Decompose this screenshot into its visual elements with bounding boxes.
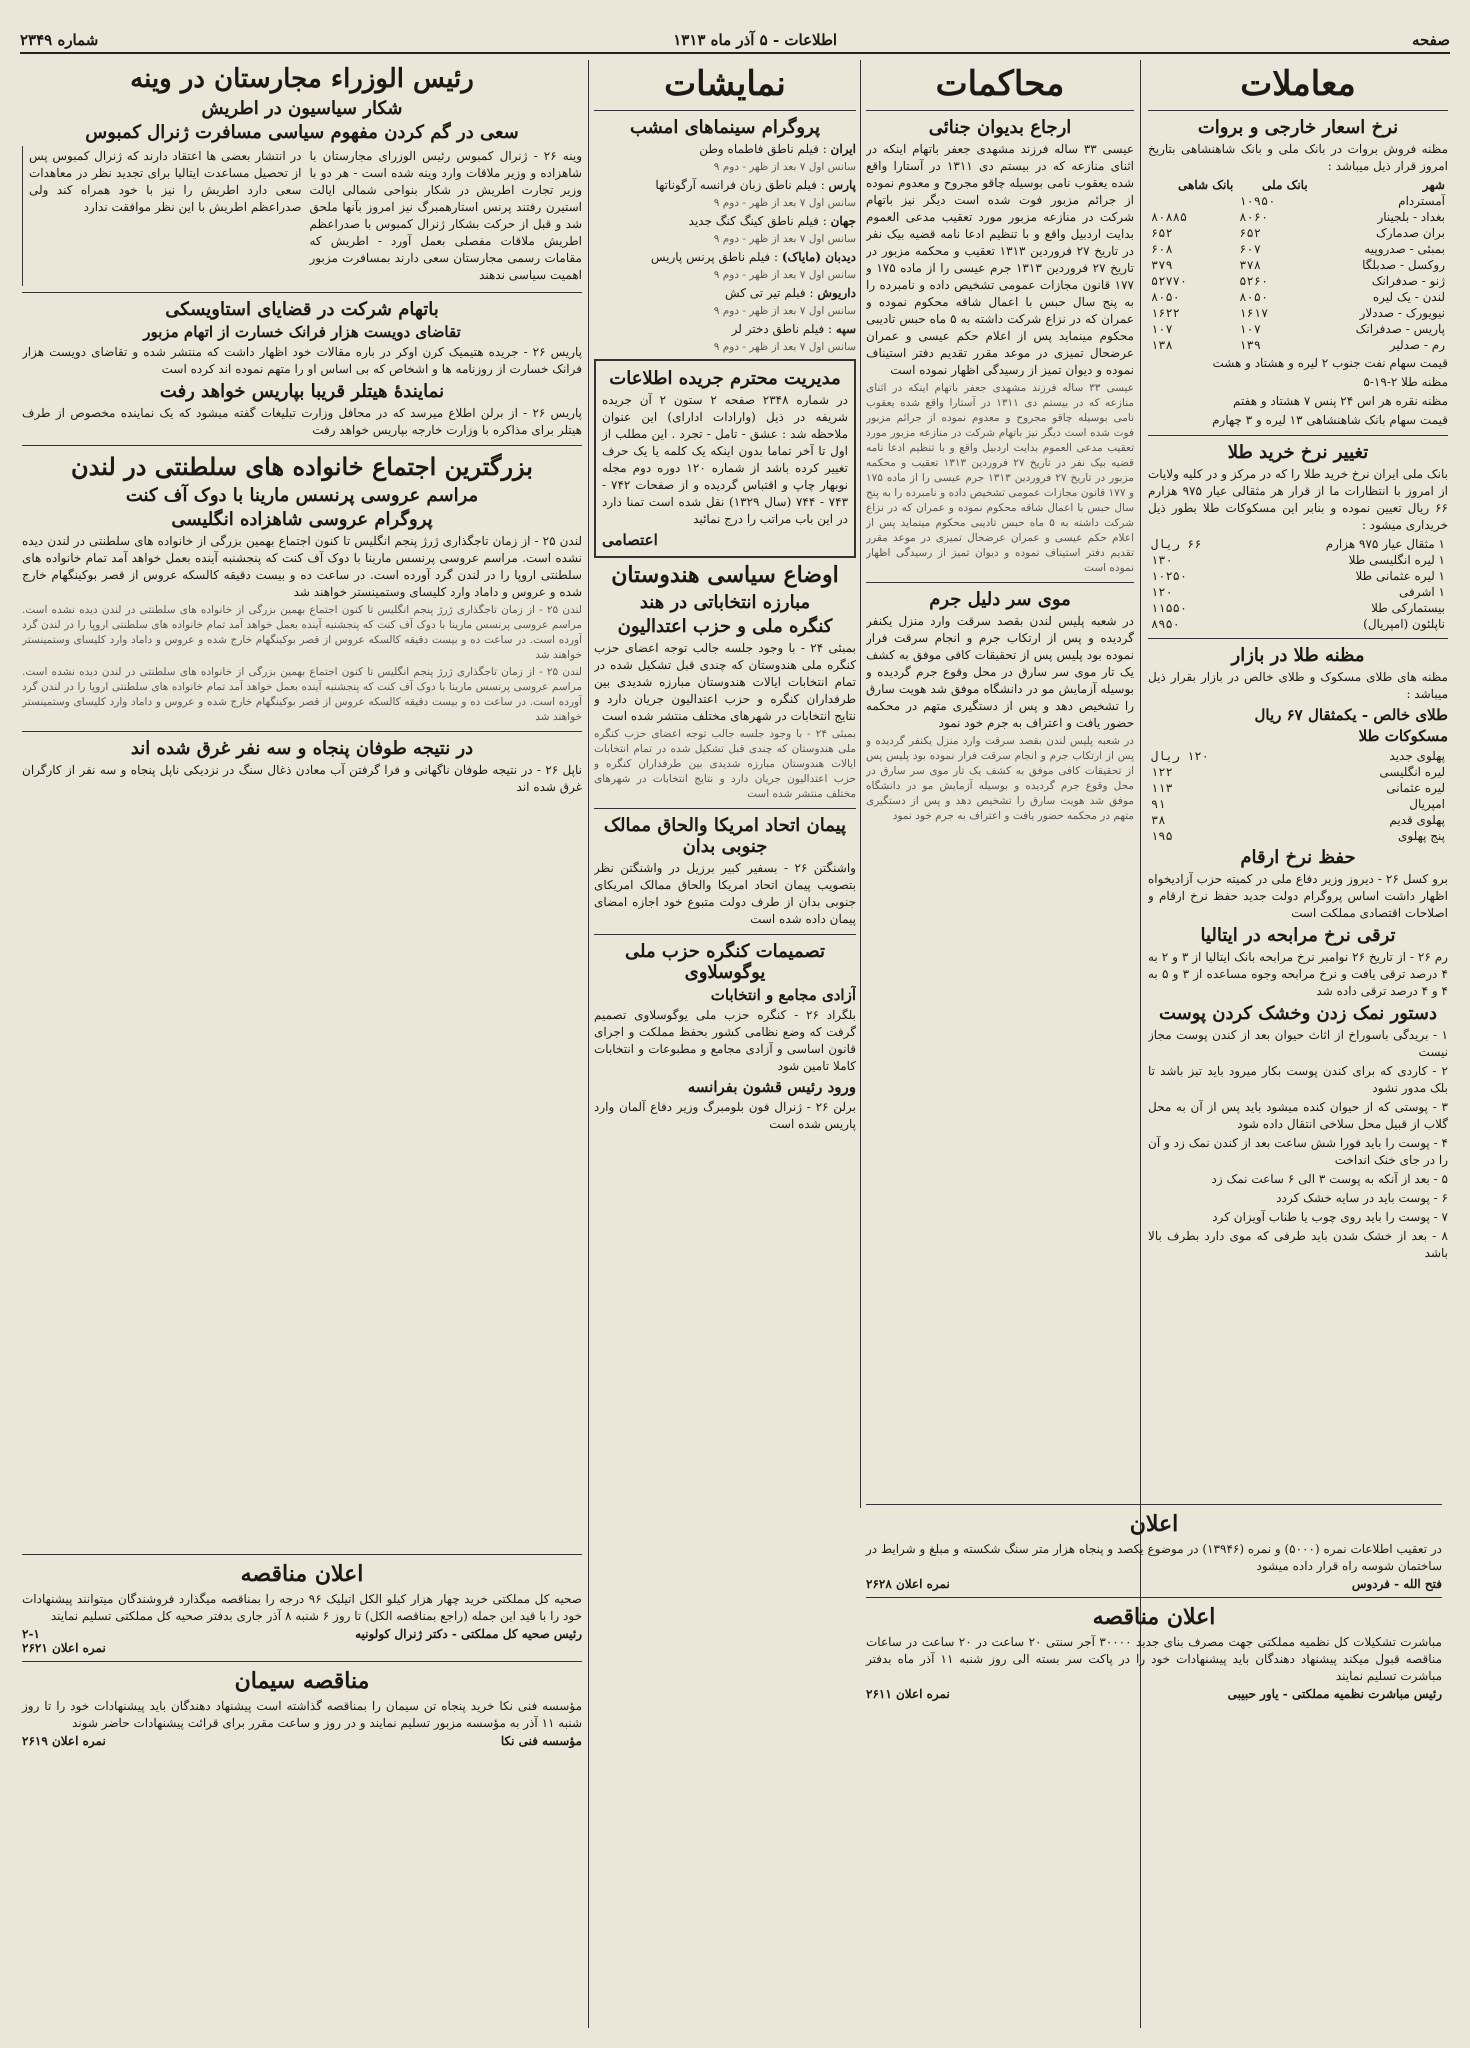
coins-title: مسکوکات طلا <box>1358 727 1448 745</box>
bazaar-gold: طلای خالص - یکمثقال ۶۷ ریال <box>1254 706 1448 724</box>
mgmt-title: مدیریت محترم جریده اطلاعات <box>609 368 841 389</box>
section-title: معاملات <box>1240 64 1356 104</box>
tender-text: مباشرت تشکیلات کل نظمیه مملکتی جهت مصرف بنای جدید ۳۰۰۰۰ آجر سنتی ۲۰ ساعت در ۲۰ ساعت در ساعات مناقصه قبول میکند پیشنهاد دهندگان باید پیشنهادات خود را در پاکت سر بسته الی روز شنبه ۱۱ آذر ماه بدفتر مباشرت تسلیم نمایند <box>866 1635 1442 1683</box>
ads-left: اعلان مناقصه صحیه کل مملکتی خرید چهار هزار کیلو الکل اتیلیک ۹۶ درجه را بمناقصه میگذارد فروشندگان میتوانند پیشنهادات خود را با قید این جمله (راجع بمناقصه الکل) تا روز ۶ شنبه ۸ آذر جاری بدفتر صحیه کل مملکتی تسلیم نمایند رئیس صحیه کل مملکتی - دکتر ژنرال کولونیه ۲-۱ نمره اعلان ۲۶۲۱ مناقصه سیمان مؤسسه فنی نکا خرید پنجاه تن سیمان را بمناقصه گذاشته است پیشنهاد دهندگان باید پیشنهادات خود را تا روز شنبه ۱۱ آذر به مؤسسه مزبور تسلیم نمایند و در روز و ساعت مقرر برای قرائت پیشنهادات حاضر شوند مؤسسه فنی نکا نمره اعلان ۲۶۱۹ <box>22 1548 582 1748</box>
column-trials <box>866 60 1134 1488</box>
ad-signature: فتح الله - فردوس نمره اعلان ۲۶۲۸ <box>866 1577 1442 1591</box>
charge-text: پاریس ۲۶ - جریده هتیمیک کرن اوکر در باره مقالات خود اظهار داشت که منتشر شده و تقاضای دویست هزار فرانک خسارت از روزنامه ها و اشخاص که بی اساس او را متهم نموده اند کرده است <box>22 345 582 376</box>
royal-sub2: پروگرام عروسی شاهزاده انگلیسی <box>171 509 433 530</box>
table-row: آمستردام ۱۰۹۵۰ <box>1239 194 1445 208</box>
italy-text: رم ۲۶ - از تاریخ ۲۶ نوامبر نرخ مرابحه بانک ایتالیا از ۳ و ۲ به ۴ درصد ترقی یافت و نرخ مرابحه وجوه مساعده از ۳ و ۵ به ۴ و ۴ درصد ترقی داده شد <box>1148 950 1448 998</box>
hafz-text: برو کسل ۲۶ - دیروز وزیر دفاع ملی در کمیته حزب آزادیخواه اظهار داشت اساس پروگرام دولت جدید حفظ نرخ ارقام و اصلاحات اقتصادی مملکت است <box>1148 872 1448 920</box>
news-text: در انتشار بعضی ها اعتقاد دارند که ژنرال کمبوس پس از تحصیل مساعدت ایتالیا برای تجدید نظر در معاهدات سعی دارد اطریش را نیز با خود همراه کند ولی صدراعظم اطریش با این نظر موافقت ندارد <box>29 149 302 214</box>
list-item: داریوش : فیلم تیر تی کش <box>724 286 856 300</box>
gold-title: تغییر نرخ خرید طلا <box>1227 442 1369 463</box>
cinema-list: ایران : فیلم ناطق فاطماه وطن سانس اول ۷ بعد از ظهر - دوم ۹ پارس : فیلم ناطق زبان فرانسه آرگوناتها سانس اول ۷ بعد از ظهر - دوم ۹ جهان : فیلم ناطق کینگ کنگ جدید سانس اول ۷ بعد از ظهر - دوم ۹ دیدبان (مایاک) : فیلم ناطق پرنس پاریس سانس اول ۷ بعد از ظهر - دوم ۹ داریوش : فیلم تیر تی کش سانس اول ۷ بعد از ظهر - دوم ۹ سپه : فیلم ناطق دختر لر سانس اول ۷ بعد از ظهر - دوم ۹ <box>594 141 856 355</box>
column-transactions <box>1148 60 1448 2028</box>
header-date: اطلاعات - ۵ آذر ماه ۱۳۱۳ <box>673 31 838 49</box>
table-row: ۱ مثقال عیار ۹۷۵ هزارم ۶۶ ریال <box>1151 537 1445 551</box>
yugo-sub: آزادی مجامع و انتخابات <box>710 986 856 1004</box>
coins-table <box>1148 748 1448 844</box>
bazaar-title: مظنه طلا در بازار <box>1231 645 1365 666</box>
hair-text: در شعبه پلیس لندن بقصد سرقت وارد منزل یکنفر گردیده و پس از ارتکاب جرم و انجام سرقت فرار نموده بود پلیس پس از تحقیقات کافی موفق به کشف یک تار موی سر سارق در محل وقوع جرم گردیده و بوسیله آزمایش مو در دانشگاه موفق شد هویت سارق را تشخیص دهد و پس از دستگیری متهم در محکمه حضور یافت و اعتراف به جرم خود نمود <box>866 614 1134 730</box>
hair-text-continued: در شعبه پلیس لندن بقصد سرقت وارد منزل یکنفر گردیده و پس از ارتکاب جرم و انجام سرقت فرار نموده بود پلیس پس از تحقیقات کافی موفق به کشف یک تار موی سر سارق در محل وقوع جرم گردیده و بوسیله آزمایش مو در دانشگاه موفق شد هویت سارق را تشخیص دهد و پس از دستگیری متهم در محکمه حضور یافت و اعتراف به جرم خود نمود <box>866 735 1134 822</box>
list-item: ۵ - بعد از آنکه به پوست ۳ الی ۶ ساعت نمک زد <box>1211 1172 1448 1186</box>
flood-title: در نتیجه طوفان پنجاه و سه نفر غرق شده اند <box>130 738 474 759</box>
royal-text-continued: لندن ۲۵ - از زمان تاجگذاری ژرژ پنجم انگلیس تا کنون اجتماع بهمین بزرگی از خانواده های سلطنتی در لندن دیده نشده است. مراسم عروسی پرنسس مارینا با دوک آف کنت که پنجشنبه آینده بعمل خواهد آمد تمام خانواده های سلطنتی اروپا را در لندن گرد آورده است. در ساعت ده و بیست دقیقه کالسکه عروس از قصر بوکینگهام خارج شده و عروس و داماد وارد کلیسای وستمینستر خواهند شد <box>22 666 582 723</box>
list-item: جهان : فیلم ناطق کینگ کنگ جدید <box>688 214 856 228</box>
tender-title: اعلان مناقصه <box>1092 1604 1216 1630</box>
charge-title: باتهام شرکت در قضایای استاویسکی <box>165 299 439 320</box>
column-news <box>22 60 582 1488</box>
news-two-col <box>22 146 582 286</box>
mgmt-signature: اعتصامی <box>602 531 658 549</box>
note: مظنه طلا ۲-۱۹-۵ <box>1363 375 1448 389</box>
mgmt-text: در شماره ۲۳۴۸ صفحه ۲ ستون ۲ آن جریده شریفه در ذیل (وارادات ادارای) این عنوان ملاحظه شد : عشق - تامل - تجرد . این مطلب از اول تا آخر تماما بدون اینکه یک کلمه یا یک حرف تغییر کرده باشد از شماره ۱۲۰ دوره دوم مجله نوبهار چاپ و اقتباس گردیده و از صفحات ۷۴۲ - ۷۴۳ - ۷۴۴ (سال ۱۳۲۹) نقل شده است تمنا دارد در این باب مراتب را درج نمائید <box>602 393 849 526</box>
rates-intro: مظنه فروش بروات در بانک ملی و بانک شاهنشاهی بتاریخ امروز قرار ذیل میباشد : <box>1148 142 1448 173</box>
table-row: پاریس - صدفرانک ۱۰۷ ۱۰۷ <box>1151 322 1445 336</box>
list-item: ۳ - پوستی که از حیوان کنده میشود باید پس از آن به محل گلاب از قبیل محل سلاخی انتقال داده شود <box>1148 1100 1448 1131</box>
headline-sub2: سعی در گم کردن مفهوم سیاسی مسافرت ژنرال کمبوس <box>85 122 519 143</box>
ad-title: اعلان <box>1129 1511 1179 1537</box>
hitler-title: نمایندهٔ هیتلر قریبا بپاریس خواهد رفت <box>159 381 445 402</box>
table-row: پهلوی قدیم ۳۸ <box>1151 813 1445 827</box>
rates-title: نرخ اسعار خارجی و بروات <box>1197 117 1399 138</box>
india-sub: مبارزه انتخاباتی در هند <box>639 592 811 613</box>
page-header <box>20 28 1450 54</box>
section-title: نمایشات <box>664 64 786 104</box>
header-page-label: صفحه <box>1411 31 1450 49</box>
list-item: ۴ - پوست را باید فورا شش ساعت بعد از کندن نمک زد و آن را در جای خنک انداخت <box>1148 1136 1448 1167</box>
table-row: ناپلئون (امپریال) ۸۹۵۰ <box>1151 617 1445 631</box>
tender-signature: رئیس مباشرت نظمیه مملکتی - یاور حبیبی نمره اعلان ۲۶۱۱ <box>866 1687 1442 1701</box>
india-text: بمبئی ۲۴ - با وجود جلسه جالب توجه اعضای حزب کنگره ملی هندوستان که چندی قبل تشکیل شده در تمام انتخابات ایالات هندوستان مبارزه شدیدی بین طرفداران کنگره و حزب اعتدالیون جریان دارد و نتایج انتخابات در شهرهای مختلف منتشر شده است <box>594 641 856 723</box>
rates-table <box>1148 177 1448 353</box>
table-row: بغداد - بلجینار ۸۰۶۰ ۸۰۸۸۵ <box>1151 210 1445 224</box>
letter-box <box>594 359 856 558</box>
note: قیمت سهام بانک شاهنشاهی ۱۳ لیره و ۳ چهارم <box>1212 413 1448 427</box>
ads-right <box>866 1498 1442 1701</box>
hafz-title: حفظ نرخ ارقام <box>1240 847 1356 868</box>
bazaar-intro: مظنه های طلای مسکوک و طلای خالص در بازار بقرار ذیل میباشد : <box>1148 670 1448 701</box>
royal-text-continued: لندن ۲۵ - از زمان تاجگذاری ژرژ پنجم انگلیس تا کنون اجتماع بهمین بزرگی از خانواده های سلطنتی در لندن دیده نشده است. مراسم عروسی پرنسس مارینا با دوک آف کنت که پنجشنبه آینده بعمل خواهد آمد تمام خانواده های سلطنتی اروپا را در لندن گرد آورده است. در ساعت ده و بیست دقیقه کالسکه عروس از قصر بوکینگهام خارج شده و عروس و داماد وارد کلیسای وستمینستر خواهند شد <box>22 604 582 661</box>
column-rule <box>860 60 861 1508</box>
case-text: عیسی ۳۳ ساله فرزند مشهدی جعفر باتهام اینکه در اثنای منازعه که در بیستم دی ۱۳۱۱ در آستارا واقع شده یعقوب نامی بوسیله چاقو مجروح و معدوم نموده از جرائم مزبور فوت شده است دیگر نیز باتهام شرکت در منازعه مزبور مورد تعقیب مدعی العموم بدایت اردبیل واقع و با تنظیم ادعا نامه قضیه بیک نفر در تاریخ ۲۷ فروردین ۱۳۱۳ تعقیب و محکمه مزبور در تاریخ ۲۷ فروردین ۱۳۱۳ جرم عیسی را از ماده ۱۷۵ و ۱۷۷ قانون مجازات عمومی تشخیص داده و نامبرده را به پنج سال حبس با اعمال شاقه محکوم نموده و عمران که در نزاع شرکت داشته به ۵ ماه حبس تادیبی محکوم مینماید پس از اعلام حکم عیسی و عمران عرضحال تمیزی در موعد مقرر تقدیم دفتر استیناف نموده و دیوان تمیز از رسیدگی اظهار نموده است <box>866 142 1134 377</box>
india-sub2: کنگره ملی و حزب اعتدالیون <box>617 616 833 637</box>
table-row: بیستمارکی طلا ۱۱۵۵۰ <box>1151 601 1445 615</box>
case-title: ارجاع بدیوان جنائی <box>928 117 1072 138</box>
list-item: پارس : فیلم ناطق زبان فرانسه آرگوناتها <box>655 178 856 192</box>
column-shows <box>594 60 856 2028</box>
table-row: بمبئی - صدروپیه ۶۰۷ ۶۰۸ <box>1151 242 1445 256</box>
list-item: ۱ - بریدگی باسوراخ از اثاث حیوان بعد از کندن پوست مجاز نیست <box>1148 1028 1448 1059</box>
section-title: محاکمات <box>935 64 1065 104</box>
header-issue-number: شماره ۲۳۴۹ <box>20 31 99 49</box>
royal-text: لندن ۲۵ - از زمان تاجگذاری ژرژ پنجم انگلیس تا کنون اجتماع بهمین بزرگی از خانواده های سلطنتی در لندن دیده نشده است. مراسم عروسی پرنسس مارینا با دوک آف کنت که پنجشنبه آینده بعمل خواهد آمد تمام خانواده های سلطنتی اروپا را در لندن گرد آورده است. در ساعت ده و بیست دقیقه کالسکه عروس از قصر بوکینگهام خارج شده و عروس و داماد وارد کلیسای وستمینستر خواهند شد <box>22 534 582 599</box>
table-row: ژنو - صدفرانک ۵۲۶۰ ۵۲۷۷۰ <box>1151 274 1445 288</box>
flood-text: ناپل ۲۶ - در نتیجه طوفان ناگهانی و فرا گرفتن آب معادن ذغال سنگ در نزدیکی ناپل پنجاه و سه نفر از کارگران غرق شده اند <box>22 763 582 794</box>
table-row: پهلوی جدید ۱۲۰ ریال <box>1151 749 1445 763</box>
note: قیمت سهام نفت جنوب ۲ لیره و هشتاد و هشت <box>1212 356 1448 370</box>
table-row: امپریال ۹۱ <box>1151 797 1445 811</box>
tender1-signature: رئیس صحیه کل مملکتی - دکتر ژنرال کولونیه ۲-۱ <box>22 1627 582 1641</box>
list-item: ایران : فیلم ناطق فاطماه وطن <box>699 142 856 156</box>
headline-sub1: شکار سیاسیون در اطریش <box>201 98 403 119</box>
list-item: ۷ - پوست را باید روی چوب یا طناب آویزان کرد <box>1212 1210 1448 1224</box>
note: مظنه نقره هر اس ۲۴ پنس ۷ هشتاد و هفتم <box>1233 394 1448 408</box>
charge-sub: تقاضای دویست هزار فرانک خسارت از اتهام مزبور <box>143 323 461 341</box>
yugo-text: بلگراد ۲۶ - کنگره حزب ملی یوگوسلاوی تصمیم گرفت که وضع نظامی کشور بحفظ مملکت و اجرای قانون اساسی و آزادی مجامع و مطبوعات و انتخابات کاملا تامین شود <box>594 1008 856 1073</box>
gold-text: بانک ملی ایران نرخ خرید طلا را که در مرکز و در کلیه ولایات از امروز با انتظارات ما از قرار هر مثقالی عیار ۹۷۵ هزارم ۶۶ ریال تعیین نموده و بنابر این مسکوکات طلا بطور ذیل خریداری میشود : <box>1148 467 1448 532</box>
table-row: ۱ لیره عثمانی طلا ۱۰۲۵۰ <box>1151 569 1445 583</box>
column-rule <box>588 60 589 2028</box>
list-item: سپه : فیلم ناطق دختر لر <box>731 322 856 336</box>
india-title: اوضاع سیاسی هندوستان <box>611 562 839 588</box>
rates-header-row: شهر بانک ملی بانک شاهی <box>1178 178 1445 192</box>
list-item: ۶ - پوست باید در سایه خشک کردد <box>1276 1191 1448 1205</box>
tender2-signature: مؤسسه فنی نکا نمره اعلان ۲۶۱۹ <box>22 1734 582 1748</box>
tender2-title: مناقصه سیمان <box>234 1668 370 1694</box>
table-row: لندن - یک لیره ۸۰۵۰ ۸۰۵۰ <box>1151 290 1445 304</box>
ad-text: در تعقیب اطلاعات نمره (۵۰۰۰) و نمره (۱۳۹۴۶) در موضوع یکصد و پنجاه هزار متر سنگ شکسته و مبلغ و شرایط در ساختمان شوسه راه قرار داده میشود <box>866 1542 1442 1573</box>
tender1-text: صحیه کل مملکتی خرید چهار هزار کیلو الکل اتیلیک ۹۶ درجه را بمناقصه میگذارد فروشندگان میتوانند پیشنهادات خود را با قید این جمله (راجع بمناقصه الکل) تا روز ۶ شنبه ۸ آذر جاری بدفتر صحیه کل مملکتی تسلیم نمایند <box>22 1592 582 1623</box>
list-item: ۸ - بعد از خشک شدن باید طرفی که موی دارد بطرف بالا باشد <box>1148 1229 1448 1260</box>
tender1-title: اعلان مناقصه <box>240 1561 364 1587</box>
headline: رئیس الوزراء مجارستان در وینه <box>130 64 474 94</box>
table-row: روکسل - صدبلگا ۳۷۸ ۳۷۹ <box>1151 258 1445 272</box>
skin-title: دستور نمک زدن وخشک کردن پوست <box>1158 1003 1438 1024</box>
table-row: لیره عثمانی ۱۱۳ <box>1151 781 1445 795</box>
column-rule <box>1140 60 1141 2028</box>
case-text-continued: عیسی ۳۳ ساله فرزند مشهدی جعفر باتهام اینکه در اثنای منازعه که در بیستم دی ۱۳۱۱ در آستارا واقع شده یعقوب نامی بوسیله چاقو مجروح و معدوم نموده از جرائم مزبور فوت شده است دیگر نیز باتهام شرکت در منازعه مزبور مورد تعقیب مدعی العموم بدایت اردبیل واقع و با تنظیم ادعا نامه قضیه بیک نفر در تاریخ ۲۷ فروردین ۱۳۱۳ تعقیب و محکمه مزبور در تاریخ ۲۷ فروردین ۱۳۱۳ جرم عیسی را از ماده ۱۷۵ و ۱۷۷ قانون مجازات عمومی تشخیص داده و نامبرده را به پنج سال حبس با اعمال شاقه محکوم نموده و عمران که در نزاع شرکت داشته به ۵ ماه حبس تادیبی محکوم مینماید پس از اعلام حکم عیسی و عمران عرضحال تمیزی در موعد مقرر تقدیم دفتر استیناف نموده و دیوان تمیز از رسیدگی اظهار نموده است <box>866 382 1134 574</box>
table-row: بران صدمارک ۶۵۲ ۶۵۲ <box>1151 226 1445 240</box>
pact-title: پیمان اتحاد امریکا والحاق ممالک جنوبی بدان <box>603 815 847 857</box>
tender2-text: مؤسسه فنی نکا خرید پنجاه تن سیمان را بمناقصه گذاشته است پیشنهاد دهندگان باید پیشنهادات خود را تا روز شنبه ۱۱ آذر به مؤسسه مزبور تسلیم نمایند و در روز و ساعت مقرر برای قرائت پیشنهادات حاضر شوند <box>22 1699 582 1730</box>
list-item: دیدبان (مایاک) : فیلم ناطق پرنس پاریس <box>650 250 856 264</box>
table-row: لیره انگلیسی ۱۲۲ <box>1151 765 1445 779</box>
cinema-title: پروگرام سینماهای امشب <box>629 117 821 138</box>
hitler-text: پاریس ۲۶ - از برلن اطلاع میرسد که در محافل وزارت تبلیغات گفته میشود که یک نماینده مخصوص از طرف هیتلر برای مذاکره با وزارت خارجه بپاریس خواهد رفت <box>22 406 582 437</box>
table-row: پنج پهلوی ۱۹۵ <box>1151 829 1445 843</box>
royal-sub: مراسم عروسی پرنسس مارینا با دوک آف کنت <box>125 485 479 506</box>
table-row: نیویورک - صددلار ۱۶۱۷ ۱۶۲۲ <box>1151 306 1445 320</box>
table-row: ۱ اشرفی ۱۲۰ <box>1151 585 1445 599</box>
news-text: وینه ۲۶ - ژنرال کمبوس رئیس الوزرای مجارستان با شاهزاده و وزیر ملاقات وارد وینه شده است - هر دو با وزیر تجارت اطریش در شکار بنواحی شمالی ایالت استیرن رفتند پرنس استارهمبرگ نیز امروز بآنها ملحق شد و قبل از حرکت بشکار ژنرال کمبوس با صدراعظم اطریش ملاقات مفصلی بعمل آورد - اطریش که مقامات رسمی مجارستان سعی دارند بمسافرت مزبور اهمیت سیاسی ندهند <box>309 149 582 282</box>
hair-title: موی سر دلیل جرم <box>929 589 1071 610</box>
gold-table <box>1148 536 1448 632</box>
yugo-title: تصمیمات کنگره حزب ملی یوگوسلاوی <box>624 941 825 983</box>
table-row: ۱ لیره انگلیسی طلا ۱۳۰ <box>1151 553 1445 567</box>
italy-title: ترقی نرخ مرابحه در ایتالیا <box>1200 925 1396 946</box>
police-title: ورود رئیس قشون بفرانسه <box>687 1078 856 1096</box>
royal-title: بزرگترین اجتماع خانواده های سلطنتی در لندن <box>71 452 533 481</box>
table-row: رم - صدلیر ۱۳۹ ۱۳۸ <box>1151 338 1445 352</box>
india-text-continued: بمبئی ۲۴ - با وجود جلسه جالب توجه اعضای حزب کنگره ملی هندوستان که چندی قبل تشکیل شده در تمام انتخابات ایالات هندوستان مبارزه شدیدی بین طرفداران کنگره و حزب اعتدالیون جریان دارد و نتایج انتخابات در شهرهای مختلف منتشر شده است <box>594 728 856 800</box>
police-text: برلن ۲۶ - ژنرال فون بلومبرگ وزیر دفاع آلمان وارد پاریس شده است <box>594 1100 856 1131</box>
list-item: ۲ - کاردی که برای کندن پوست بکار میرود باید تیز باشد تا بلک مدور نشود <box>1148 1064 1448 1095</box>
pact-text: واشنگتن ۲۶ - بسفیر کبیر برزیل در واشنگتن نظر بتصویب پیمان اتحاد امریکا والحاق ممالک امریکای جنوبی بدان از طرف دولت متبوع خود اجازه امضای پیمان داده شده است <box>594 861 856 926</box>
